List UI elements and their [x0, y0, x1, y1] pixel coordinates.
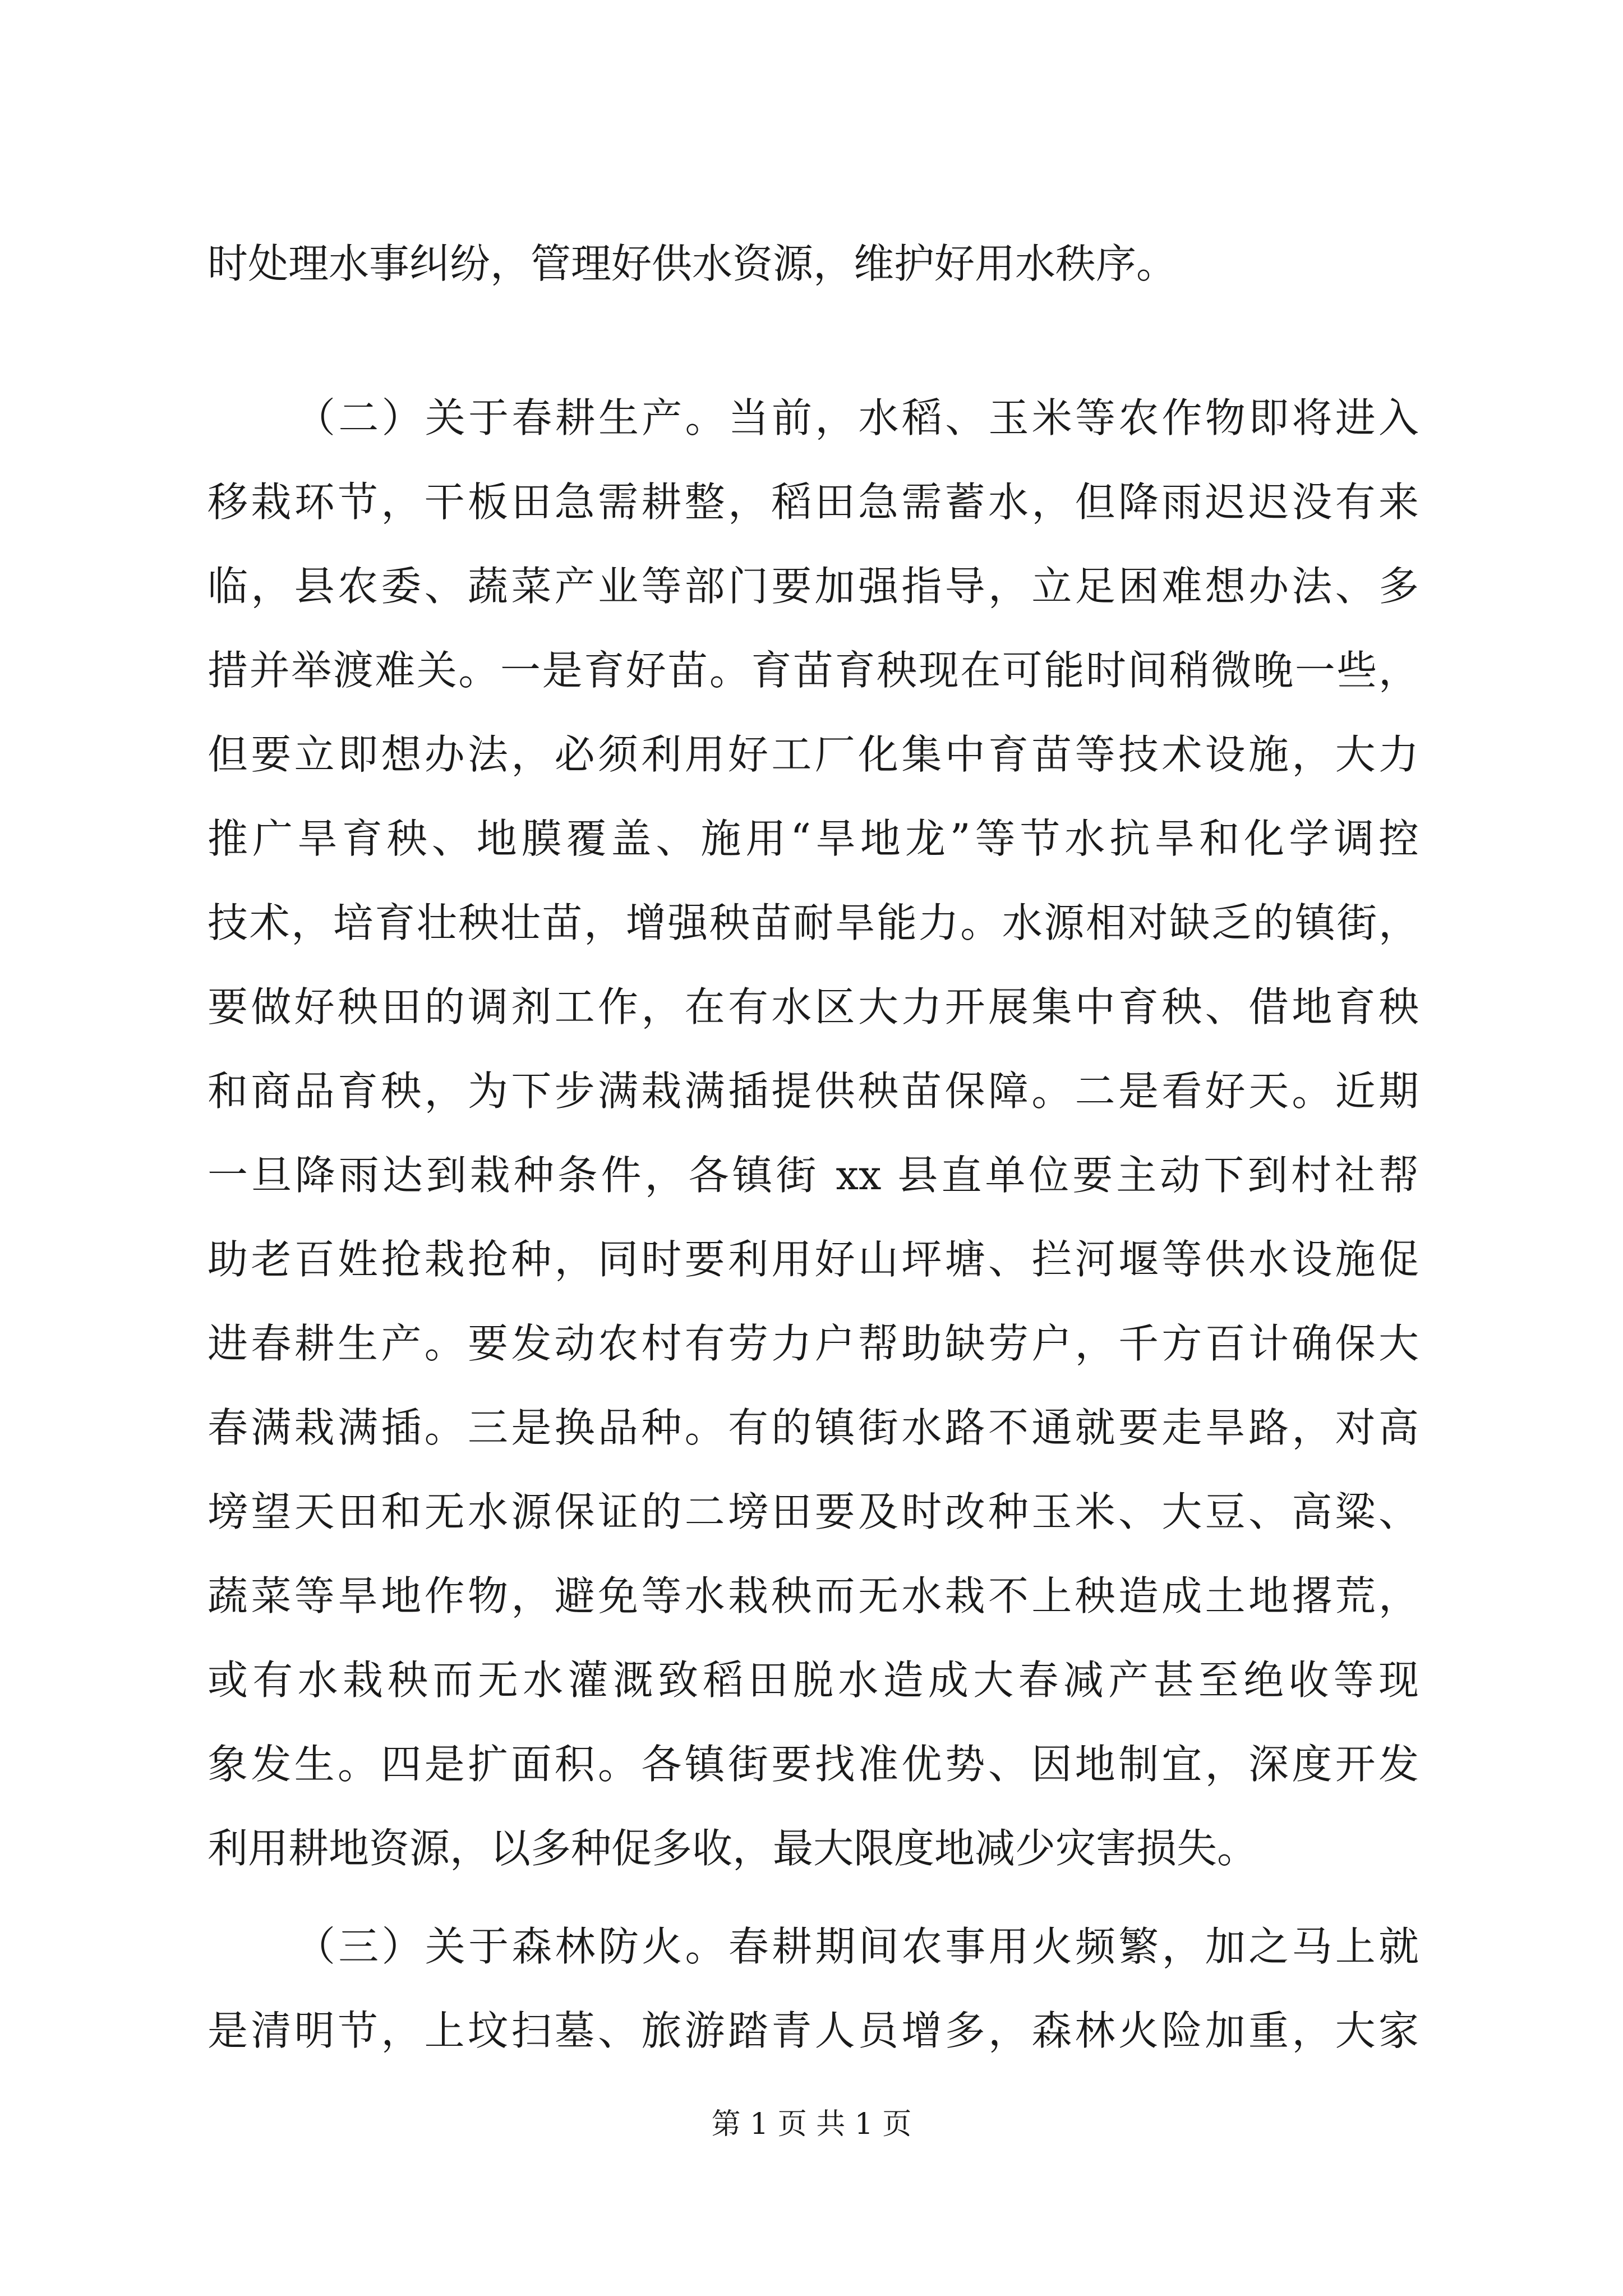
text-line: 但要立即想办法，必须利用好工厂化集中育苗等技术设施，大力 [208, 731, 1419, 778]
text-line: 和商品育秧，为下步满栽满插提供秧苗保障。二是看好天。近期 [208, 1068, 1419, 1115]
text-line: 一旦降雨达到栽种条件，各镇街 xx 县直单位要主动下到村社帮 [208, 1152, 1419, 1199]
text-line: 利用耕地资源，以多种促多收，最大限度地减少灾害损失。 [208, 1825, 1258, 1872]
text-line: 要做好秧田的调剂工作，在有水区大力开展集中育秧、借地育秧 [208, 983, 1419, 1030]
text-line: 春满栽满插。三是换品种。有的镇街水路不通就要走旱路，对高 [208, 1404, 1419, 1451]
text-line: 是清明节，上坟扫墓、旅游踏青人员增多，森林火险加重，大家 [208, 2007, 1419, 2054]
page-footer: 第 1 页 共 1 页 [711, 2108, 912, 2141]
text-line: 推广旱育秧、地膜覆盖、施用“旱地龙”等节水抗旱和化学调控 [208, 815, 1419, 862]
text-line: 进春耕生产。要发动农村有劳力户帮助缺劳户，千方百计确保大 [208, 1320, 1419, 1367]
text-line: 时处理水事纠纷，管理好供水资源，维护好用水秩序。 [208, 240, 1177, 287]
text-line: 措并举渡难关。一是育好苗。育苗育秧现在可能时间稍微晚一些， [208, 647, 1419, 694]
text-line: （二）关于春耕生产。当前，水稻、玉米等农作物即将进入 [295, 394, 1419, 441]
text-line: （三）关于森林防火。春耕期间农事用火频繁，加之马上就 [295, 1923, 1419, 1970]
text-line: 移栽环节，干板田急需耕整，稻田急需蓄水，但降雨迟迟没有来 [208, 478, 1419, 526]
text-line: 塝望天田和无水源保证的二塝田要及时改种玉米、大豆、高粱、 [208, 1488, 1419, 1535]
text-line: 助老百姓抢栽抢种，同时要利用好山坪塘、拦河堰等供水设施促 [208, 1236, 1419, 1283]
text-line: 或有水栽秧而无水灌溉致稻田脱水造成大春减产甚至绝收等现 [208, 1657, 1419, 1704]
text-line: 临，县农委、蔬菜产业等部门要加强指导，立足困难想办法、多 [208, 563, 1419, 610]
text-line: 象发生。四是扩面积。各镇街要找准优势、因地制宜，深度开发 [208, 1741, 1419, 1788]
text-line: 蔬菜等旱地作物，避免等水栽秧而无水栽不上秧造成土地撂荒， [208, 1572, 1419, 1619]
text-line: 技术，培育壮秧壮苗，增强秧苗耐旱能力。水源相对缺乏的镇街， [208, 899, 1419, 946]
